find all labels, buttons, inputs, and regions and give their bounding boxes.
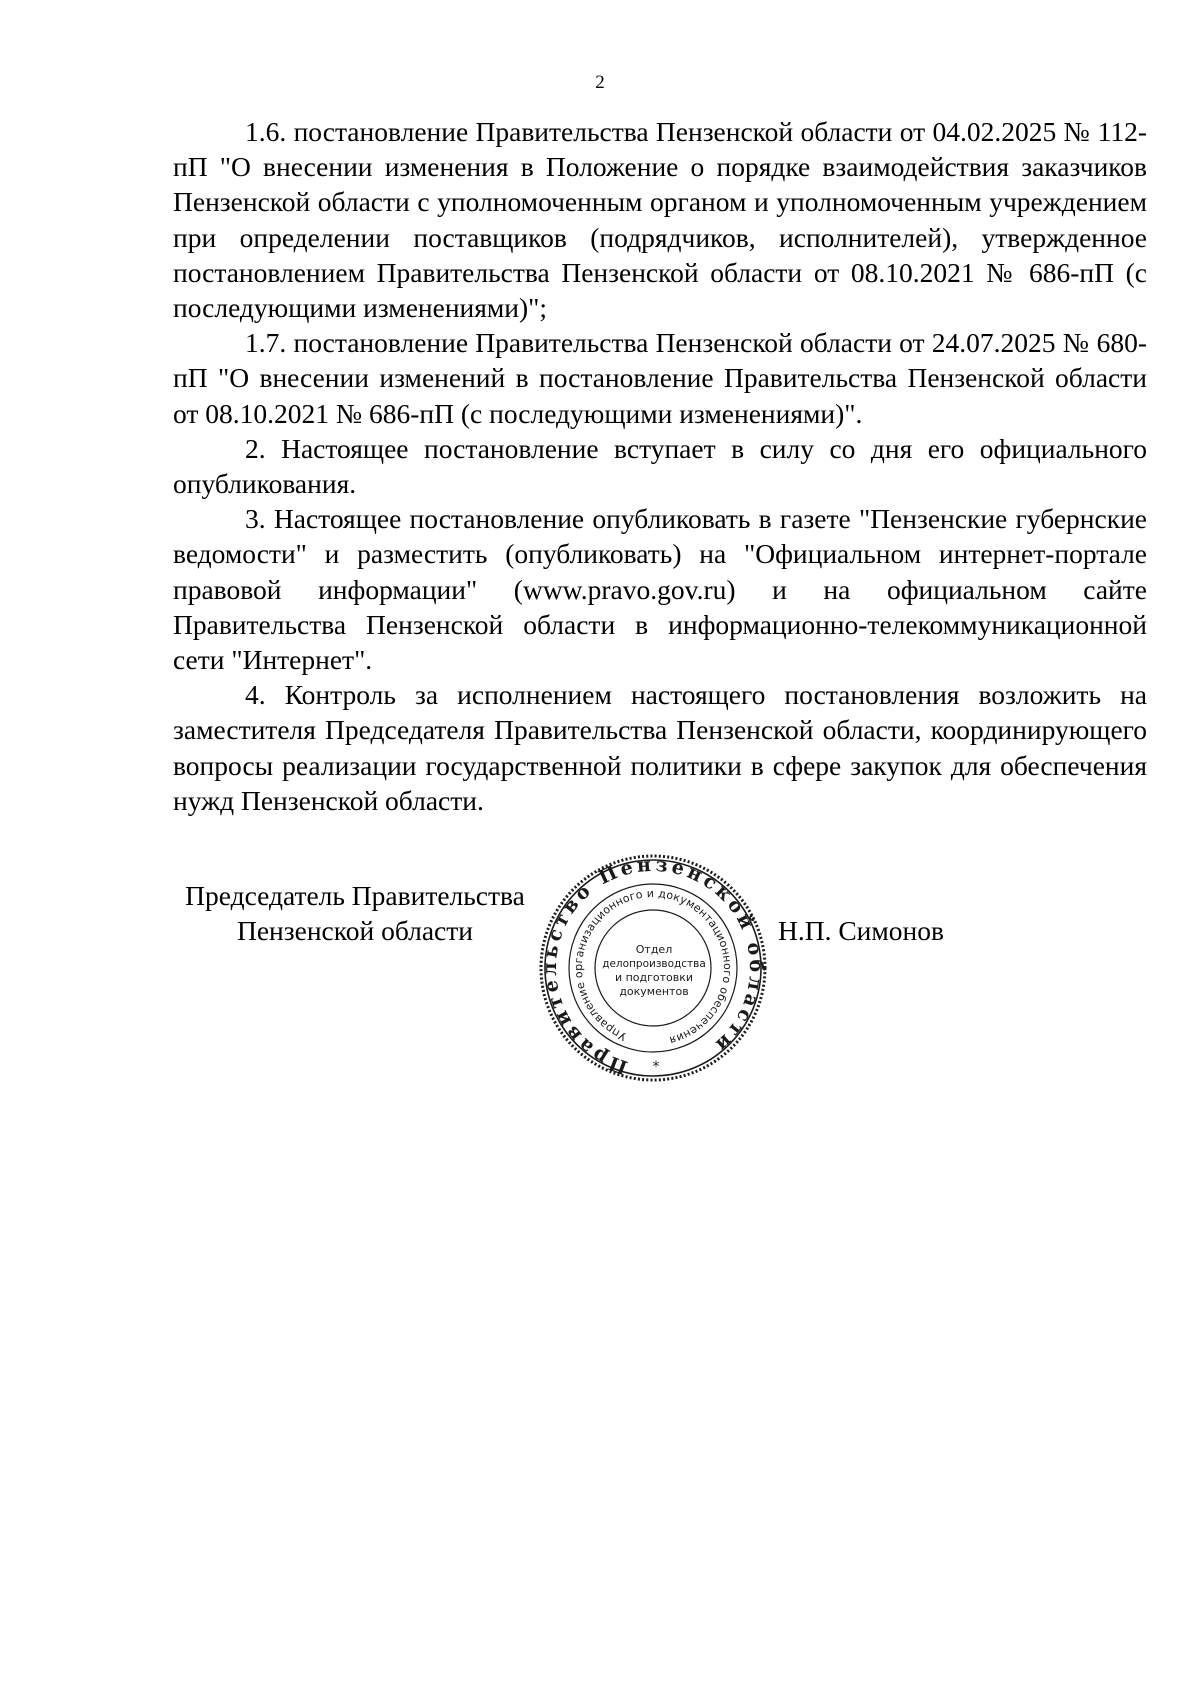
page-number: 2 [595, 72, 605, 93]
seal-center-line-2: делопроизводства [602, 958, 706, 970]
signatory-title [170, 878, 540, 948]
paragraph-1-6: 1.6. постановление Правительства Пензенской области от 04.02.2025 № 112-пП "О внесении изменения в Положение о порядке взаимодействия заказчиков Пензенской области с уполномоченным органом и уполномоченным учреждением при определении поставщиков (подрядчиков, исполнителей), утвержденное постановлением Правительства Пензенской области от 08.10.2021 № 686-пП (с последующими изменениями)"; [173, 116, 1147, 324]
document-body [173, 114, 1147, 818]
seal-inner-text: Управление организационного и документационного обеспечения [571, 886, 735, 1047]
seal-star-icon: * [652, 1059, 660, 1075]
paragraph-1-7: 1.7. постановление Правительства Пензенской области от 24.07.2025 № 680-пП "О внесении изменений в постановление Правительства Пензенской области от 08.10.2021 № 686-пП (с последующими изменениями)". [173, 327, 1147, 429]
signatory-title-line-2: Пензенской области [236, 915, 473, 946]
seal-outer-text: Правительство Пензенской области [538, 853, 768, 1079]
paragraph-4: 4. Контроль за исполнением настоящего постановления возложить на заместителя Председателя Правительства Пензенской области, координирующего вопросы реализации государственной политики в сфере закупок для обеспечения нужд Пензенской области. [173, 679, 1147, 816]
paragraph-3: 3. Настоящее постановление опубликовать в газете "Пензенские губернские ведомости" и разместить (опубликовать) на "Официальном интернет-портале правовой информации" (www.pravo.gov.ru) и на официальном сайте Правительства Пензенской области в информационно-телекоммуникационной сети "Интернет". [173, 503, 1147, 676]
seal-center-line-1: Отдел [635, 943, 673, 956]
signatory-title-line-1: Председатель Правительства [185, 880, 525, 911]
paragraph-2: 2. Настоящее постановление вступает в силу со дня его официального опубликования. [173, 432, 1147, 500]
seal-center-line-4: документов [619, 985, 689, 998]
seal-center-line-3: и подготовки [614, 971, 694, 984]
official-seal [538, 853, 768, 1083]
signatory-name: Н.П. Симонов [778, 915, 945, 946]
